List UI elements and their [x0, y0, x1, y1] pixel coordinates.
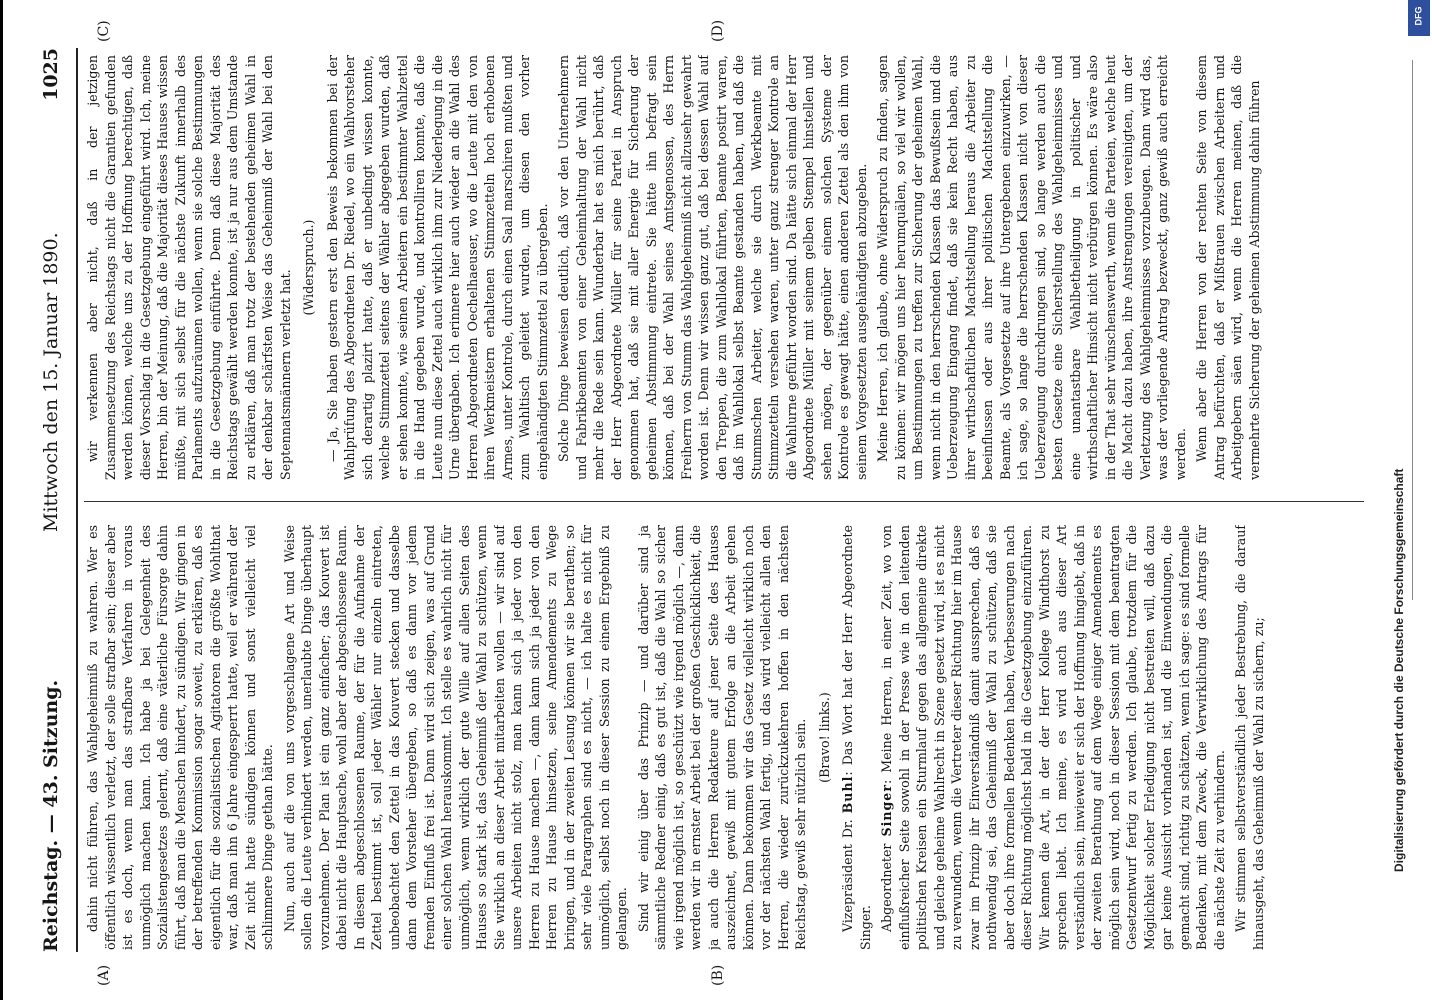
column-divider — [84, 501, 1364, 502]
text-column-right — [84, 55, 1362, 480]
paragraph: Sind wir einig über das Prinzip — und darüber sind ja sämmtliche Redner einig, daß es gut ist, daß die Wahl so sicher wie irgend möglich ist, so geschützt wie irgend möglich —, dann werden wir in ernster Arbeit bei der großen Geschicklichkeit, die ja auch die Herren Redakteure auf jener Seite des Hauses auszeichnet, gewiß mit gutem Erfolge an die Arbeit gehen können. Dann bekommen wir das Gesetz vielleicht wirklich noch vor der nächsten Wahl fertig, und das wird vielleicht allen den Herren, die wieder zurückzukehren hoffen in den nächsten Reichstag, gewiß sehr nützlich sein. — [635, 525, 808, 950]
paragraph: dahin nicht führen, das Wahlgeheimniß zu wahren. Wer es öffentlich wissentlich verletzt, der solle strafbar sein; dieser aber ist es doch, wenn man das strafbare Verfahren in voraus unmöglich machen kann. Ich habe ja bei Gelegenheit des Sozialistengesetzes gelernt, daß eine väterliche Fürsorge dahin führt, daß man die Menschen hindert, zu sündigen. Wir gingen in der betreffenden Kommission sogar soweit, zu erklären, daß es eigentlich für die sozialistischen Agitatoren die größte Wohlthat war, daß man ihn 6 Jahre eingesperrt hatte, weil er während der Zeit nicht hatte sündigen können und sonst vielleicht viel schlimmere Dinge gethan hätte. — [85, 525, 275, 950]
paragraph: wir verkennen aber nicht, daß in der jetzigen Zusammensetzung des Reichstags nicht die Garantien gefunden werden können, welche uns zu der Hoffnung berechtigen, daß dieser Vorschlag in die Gesetzgebung eingeführt wird. Ich, meine Herren, bin der Meinung, daß die Majorität dieses Hauses wissen müßte, mit sich selbst für die nächste Zukunft innerhalb des Parlaments aufzuräumen wollen, wenn sie solche Bestimmungen in die Gesetzgebung einführte. Denn daß diese Majorität des Reichstags gewählt werden konnte, ist ja nur aus dem Umstande zu erklären, daß man trotz der bestehenden geheimen Wahl in der denkbar schärfsten Weise das Geheimniß der Wahl bei den Septennatsmännern verletzt hat. — [85, 55, 293, 480]
digitization-credit — [1392, 6, 1416, 996]
paragraph: — Ja, Sie haben gestern erst den Beweis bekommen bei der Wahlprüfung des Abgeordneten Dr. Riedel, wo ein Wahlvorsteher sich derartig plazirt hatte, daß er unbedingt wissen konnte, welche Stimmzettel seitens der Wähler abgegeben wurden, daß er sehen konnte, wie seinen Arbeitern ein bestimmter Wahlzettel in die Hand gegeben wurde, und kontrolliren konnte, daß die Leute nun diese Zettel auch wirklich ihm zur Niederlegung in die Urne übergaben. Ich erinnere hier auch wieder an die Wahl des Herren Abgeordneten Oechelhaeuser, wo die Leute mit den von ihren Werkmeistern erhaltenen Stimmzetteln hoch erhobenen Armes, unter Kontrole, durch einen Saal marschiren mußten und zum Wahltisch geleitet wurden, um diesen den vorher eingehändigten Stimmzettel zu übergeben. — [324, 55, 550, 480]
speaker-paragraph — [839, 525, 874, 950]
speaker-text: : Meine Herren, in einer Zeit, wo von einflußreicher Seite sowohl in der Presse wie in den leitenden politischen Kreisen ein Sturmlauf gegen das allgemeine direkte und gleiche geheime Wahlrecht in Szene gesetzt wird, ist es nicht zu verwundern, wenn die Vertreter dieser Richtung hier im Hause zwar im Prinzip ihr Einverständniß damit aussprechen, daß es nothwendig sei, das Geheimniß der Wahl zu schützen, daß sie aber doch ihre formellen Bedenken haben, Verbesserungen nach dieser Richtung möglichst bald in die Gesetzgebung einzuführen. Wir kennen die Art, in der der Herr Kollege Windthorst zu sprechen liebt. Ich meine, es wird auch aus dieser Art verständlich sein, inwieweit er sich der Hoffnung hingiebt, daß in der zweiten Berathung auf dem Wege einiger Amendements es möglich sein wird, noch in dieser Session mit dem beantragten Gesetzentwurf fertig zu werden. Ich glaube, trotzdem für die Möglichkeit solcher Erledigung nicht bestreiten will, daß dazu gar keine Aussicht vorhanden ist, und die Einwendungen, die gemacht sind, richtig zu schätzen, wenn ich sage: es sind formelle Bedenken, mit dem Zweck, die Verwirklichung des Antrags für die nächste Zeit zu verhindern. — [879, 525, 1227, 950]
margin-letter-c: (C) — [96, 20, 112, 42]
speaker-title: Vizepräsident Dr. — [840, 813, 855, 932]
dfg-logo-text: DFG — [1413, 6, 1424, 26]
margin-letter-a: (A) — [96, 964, 112, 986]
speaker-title: Abgeordneter — [879, 836, 894, 932]
running-head-left: Reichstag. — 43. Sitzung. — [40, 679, 62, 952]
speaker-paragraph — [878, 525, 1228, 950]
dfg-logo — [1408, 0, 1430, 36]
paragraph: Solche Dinge beweisen deutlich, daß vor den Unternehmern und Fabrikbeamten von einer Geheimhaltung der Wahl nicht mehr die Rede sein kann. Wunderbar hat es mich berührt, daß der Herr Abgeordnete Müller für seine Partei in Anspruch genommen hat, daß sie mit aller Energie für Sicherung der geheimen Abstimmung eintrete. Sie hätte ihn befragt sein können, daß bei der Wahl seines Amtsgenossen, des Herrn Freiherrn von Stumm das Wahlgeheimniß nicht allzusehr gewahrt worden ist. Denn wir wissen ganz gut, daß bei dessen Wahl auf den Treppen, die zum Wahllokal führten, Beamte postirt waren, daß im Wahllokal selbst Beamte gestanden haben, und daß die Stummschen Arbeiter, welche sie durch Werkbeamte mit Stimmzetteln versehen waren, unter ganz strenger Kontrole an die Wahlurne geführt worden sind. Da hätte sich einmal der Herr Abgeordnete Müller mit seinem gelben Stempel hinstellen und sehen mögen, der gegenüber einem solchen Systeme der Kontrole es gewagt hätte, einen anderen Zettel als den ihm von seinem Vorgesetzten ausgehändigten abzugeben. — [556, 55, 869, 480]
speaker-name: Buhl — [840, 775, 855, 814]
paragraph: Meine Herren, ich glaube, ohne Widerspruch zu finden, sagen zu können: wir mögen uns hier herumquälen, so viel wir wollen, um Bestimmungen zu treffen zur Sicherung der geheimen Wahl, wenn nicht in den herrschenden Klassen das Bewußtsein und die Ueberzeugung Eingang findet, daß sie kein Recht haben, aus ihrer wirthschaftlichen Machtstellung heraus die Arbeiter zu beeinflussen oder aus ihrer politischen Machtstellung die Beamte, als Vorgesetzte auf ihre Untergebenen einzuwirken, — ich sage, so lange die herrschenden Klassen nicht von dieser Ueberzeugung durchdrungen sind, so lange werden auch die besten Gesetze eine Sicherstellung des Wahlgeheimnisses und eine unantastbare Wahlbetheiligung in politischer und wirthschaftlicher Hinsicht nicht verbürgen können. Es wäre also in der That sehr wünschenswerth, wenn die Parteien, welche heut die Macht dazu haben, ihre Anstrengungen vereinigten, um der Verletzung des Wahlgeheimnisses vorzubeugen. Dann wird das, was der vorliegende Antrag bezweckt, ganz gewiß auch erreicht werden. — [875, 55, 1188, 480]
speaker-text: : Das Wort hat der Herr Abgeordnete Singer. — [840, 525, 873, 950]
paragraph: Wenn aber die Herren von der rechten Seite von diesem Antrag befürchten, daß er Mißtrauen zwischen Arbeitern und Arbeitgebern säen wird, wenn die Herren meinen, daß die vermehrte Sicherung der geheimen Abstimmung dahin führen — [1194, 55, 1262, 480]
header-rule — [76, 48, 78, 952]
margin-letter-d: (D) — [710, 19, 726, 42]
paragraph: Wir stimmen selbstverständlich jeder Bestrebung, die darauf hinausgeht, das Geheimniß der Wahl zu sichern, zu; — [1233, 525, 1266, 950]
running-head-date: Mittwoch den 15. Januar 1890. — [40, 232, 62, 532]
margin-letter-b: (B) — [710, 964, 726, 986]
text-column-left — [84, 525, 1362, 950]
paragraph: Nun, auch auf die von uns vorgeschlagene Art und Weise sollen die Leute verhindert werden, unerlaubte Dinge überhaupt vorzunehmen. Der Plan ist ein ganz einfacher; das Kouvert ist dabei nicht die Hauptsache, wohl aber der abgeschlossene Raum. In diesem abgeschlossenen Raume, der für die Aufnahme der Zettel bestimmt ist, soll jeder Wähler nur einzeln eintreten, unbeobachtet den Zettel in das Kouvert stecken und dasselbe dann dem Vorsteher übergeben, so daß es dann vor jedem fremden Einfluß frei ist. Dann wird sich zeigen, was auf Grund einer solchen Wahl herauskommt. Ich stelle es wahrlich nicht für unmöglich, wenn wirklich der gute Wille auf allen Seiten des Hauses so stark ist, das Geheimniß der Wahl zu schützen, wenn Sie wirklich an dieser Arbeit mitarbeiten wollen — wir sind auf unsere Arbeiten nicht stolz, man kann sich ja jeder von den Herren zu Hause machen —, dann kann sich ja jeder von den Herren zu Hause hinsetzen, seine Amendements zu Wege bringen, und in der zweiten Lesung können wir sie berathen; so sehr viele Paragraphen sind es nicht, — ich halte es nicht für unmöglich, selbst noch in dieser Session zu einem Ergebniß zu gelangen. — [281, 525, 629, 950]
page-number: 1025 — [40, 48, 62, 101]
credit-text: Digitalisierung gefördert durch die Deutsche Forschungsgemeinschaft — [1392, 468, 1406, 872]
speaker-name: Singer — [879, 784, 894, 837]
running-head — [40, 48, 70, 952]
applause-note: (Bravo! links.) — [816, 692, 832, 783]
interjection-note: (Widerspruch.) — [301, 219, 316, 316]
